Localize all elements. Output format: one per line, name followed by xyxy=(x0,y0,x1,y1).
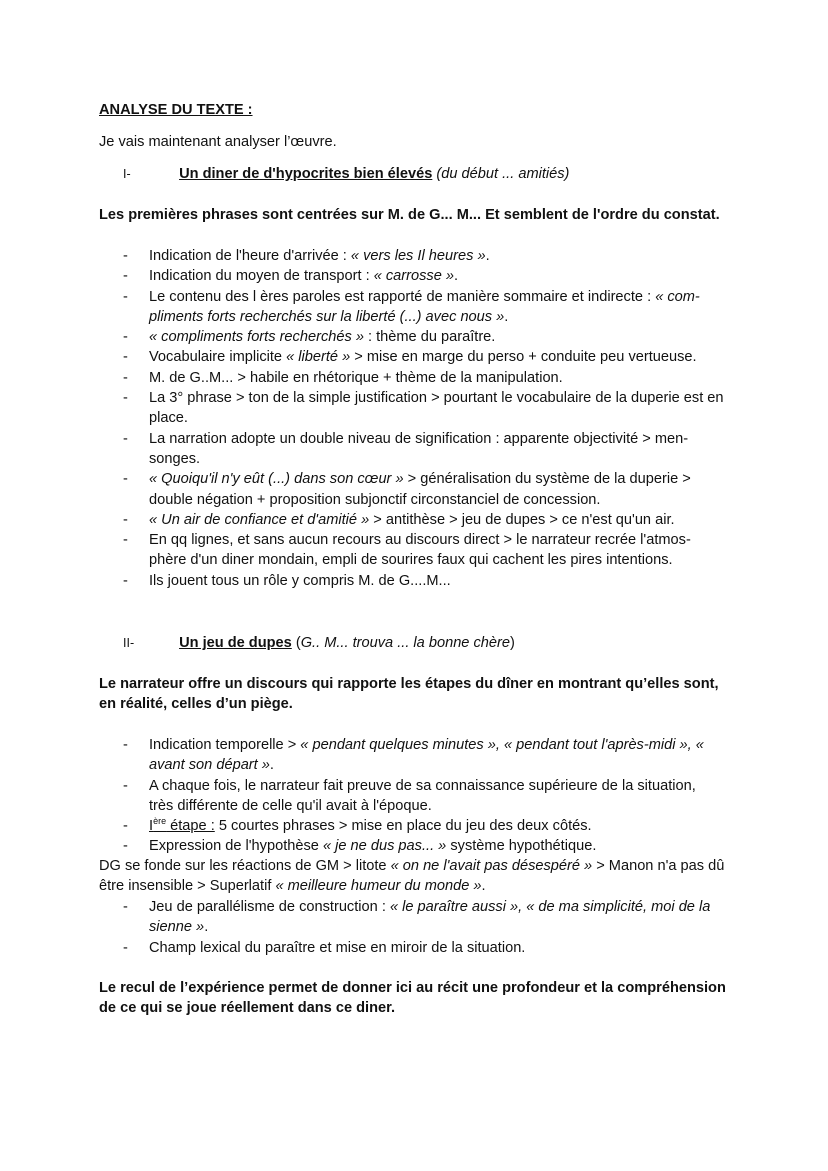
list-item: - Jeu de parallélisme de construction : « le paraître aussi », « de ma simplicité, moi de la sienne ». xyxy=(0,897,724,938)
section-2-number: II- xyxy=(123,636,135,650)
list-item: - La narration adopte un double niveau de signification : apparente objectivité > men-songes. xyxy=(0,429,724,470)
list-item: - Ils jouent tous un rôle y compris M. de G....M... xyxy=(0,571,724,591)
list-item: - « Quoiqu'il n'y eût (...) dans son cœur » > généralisation du système de la duperie > double négation + proposition subjonctif circonstanciel de concession. xyxy=(0,469,724,510)
conclusion: Le recul de l’expérience permet de donner ici au récit une profondeur et la compréhension de ce qui se joue réellement dans ce diner. xyxy=(99,980,726,1017)
intro-text: Je vais maintenant analyser l’œuvre. xyxy=(99,134,337,150)
list-item: - Indication de l'heure d'arrivée : « vers les Il heures ». xyxy=(0,246,724,266)
section-2-lead: Le narrateur offre un discours qui rapporte les étapes du dîner en montrant qu’elles sont, en réalité, celles d’un piège. xyxy=(99,676,719,713)
list-item: - A chaque fois, le narrateur fait preuve de sa connaissance supérieure de la situation, très différente de celle qu'il avait à l'époque. xyxy=(0,776,724,817)
list-item: - Le contenu des l ères paroles est rapporté de manière sommaire et indirecte : « com-pliments forts recherchés sur la liberté (...) avec nous ». xyxy=(0,287,724,328)
list-item: - « compliments forts recherchés » : thème du paraître. xyxy=(0,327,724,347)
list-item: - En qq lignes, et sans aucun recours au discours direct > le narrateur recrée l'atmos-phère d'un diner mondain, empli de sourires faux qui cachent les pires intentions. xyxy=(0,530,724,571)
list-item: - Indication du moyen de transport : « carrosse ». xyxy=(0,266,724,286)
section-1-heading xyxy=(123,164,569,184)
list-item: - M. de G..M... > habile en rhétorique + thème de la manipulation. xyxy=(0,368,724,388)
section-2-heading: II- Un jeu de dupes (G.. M... trouva ... la bonne chère) xyxy=(123,633,515,653)
section-1-number: I- xyxy=(123,167,131,181)
section-2-list-a xyxy=(0,735,828,857)
list-item: - « Un air de confiance et d'amitié » > antithèse > jeu de dupes > ce n'est qu'un air. xyxy=(0,510,724,530)
page-title: ANALYSE DU TEXTE : xyxy=(99,102,253,118)
section-2-list-b xyxy=(0,897,828,958)
section-2-subtitle: G.. M... trouva ... la bonne chère xyxy=(300,635,510,651)
section-2-title: Un jeu de dupes xyxy=(179,635,292,651)
list-item: - La 3° phrase > ton de la simple justification > pourtant le vocabulaire de la duperie est en place. xyxy=(0,388,724,429)
section-1-lead: Les premières phrases sont centrées sur M. de G... M... Et semblent de l'ordre du constat. xyxy=(99,207,720,223)
list-item: - Vocabulaire implicite « liberté » > mise en marge du perso + conduite peu vertueuse. xyxy=(0,347,724,367)
list-item: - Ière étape : 5 courtes phrases > mise en place du jeu des deux côtés. xyxy=(0,816,724,836)
list-item: - Champ lexical du paraître et mise en miroir de la situation. xyxy=(0,938,724,958)
list-item: - Expression de l'hypothèse « je ne dus pas... » système hypothétique. xyxy=(0,836,724,856)
section-1-list xyxy=(0,246,828,591)
section-1-title: Un diner de d'hypocrites bien élevés xyxy=(179,166,433,182)
section-1-subtitle: (du début ... amitiés) xyxy=(436,166,570,182)
list-item: - Indication temporelle > « pendant quelques minutes », « pendant tout l'après-midi », « avant son départ ». xyxy=(0,735,724,776)
section-2-paragraph: DG se fonde sur les réactions de GM > litote « on ne l'avait pas désespéré » > Manon n'a pas dû être insensible > Superlatif « meilleure humeur du monde ». xyxy=(99,858,725,895)
